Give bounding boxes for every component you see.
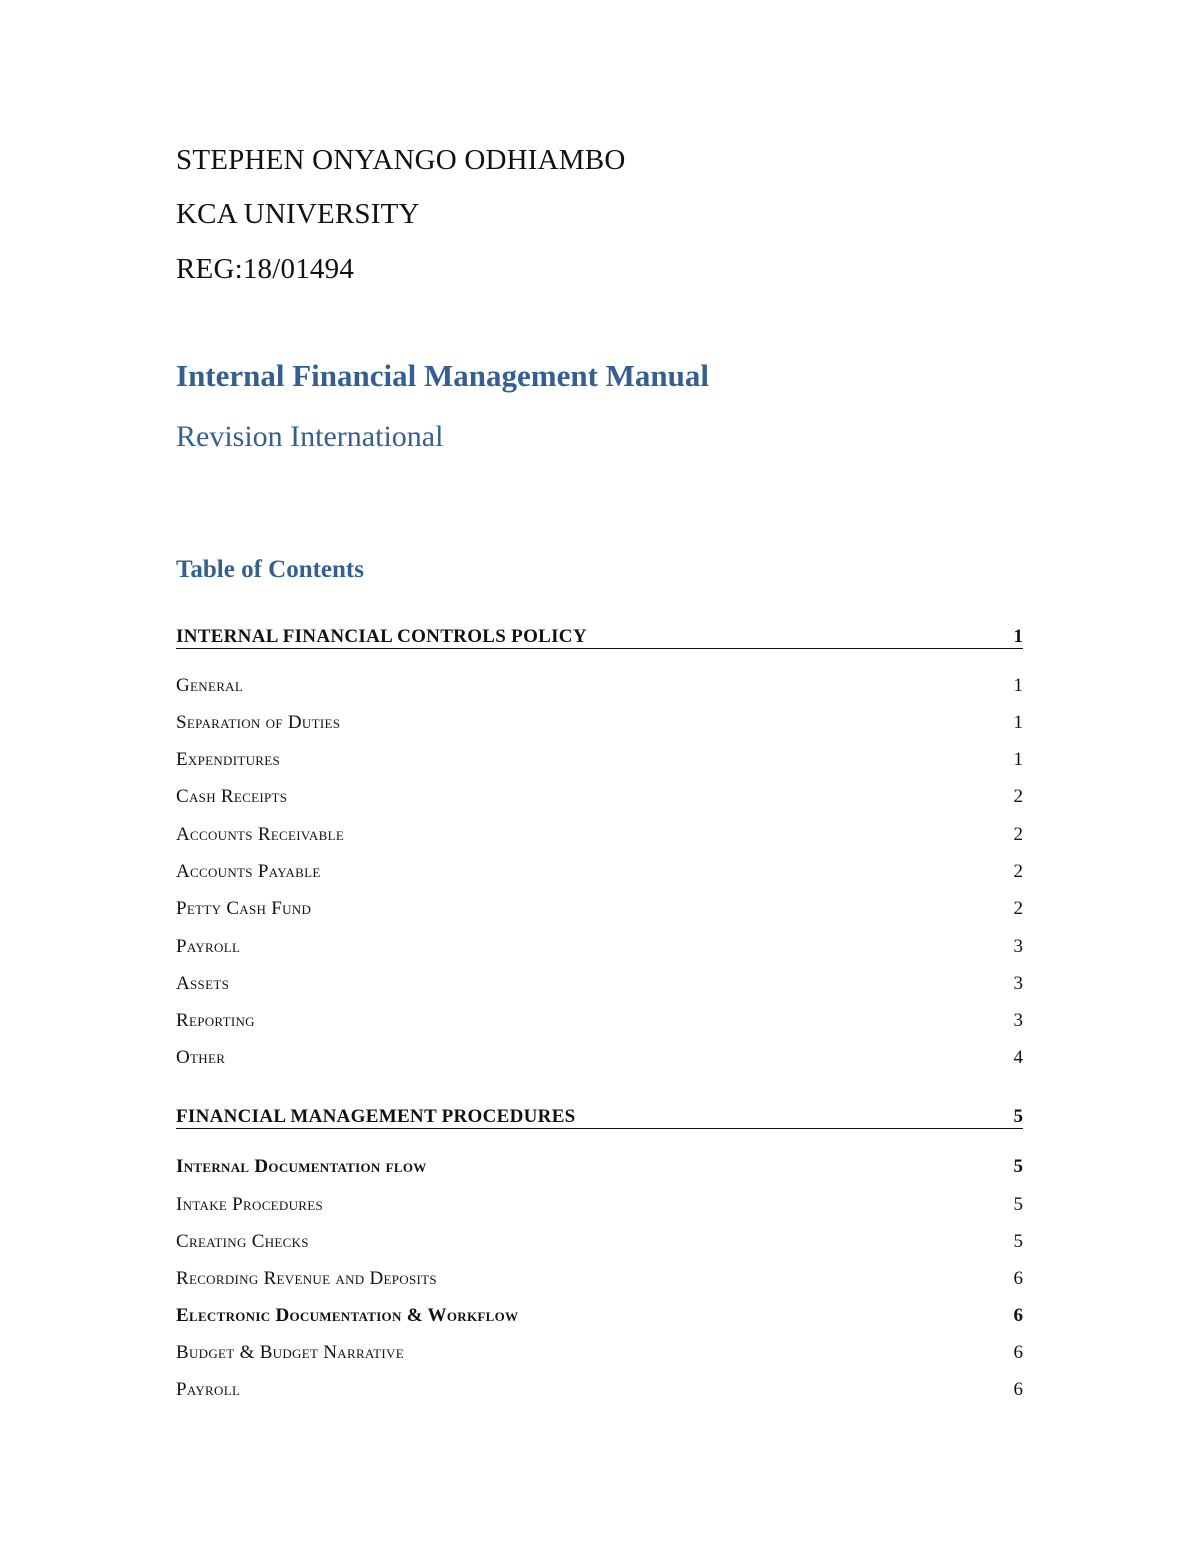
toc-item-page: 1 (1013, 749, 1023, 770)
toc-item-page: 5 (1013, 1156, 1023, 1177)
toc-item-page: 3 (1013, 936, 1023, 957)
toc-item-page: 6 (1013, 1305, 1023, 1326)
toc-item-label: Accounts Payable (176, 861, 321, 882)
toc-item-page: 6 (1013, 1268, 1023, 1289)
toc-item-label: Other (176, 1047, 226, 1068)
toc-item-creating-checks[interactable] (176, 1227, 1023, 1253)
toc-item-general[interactable] (176, 671, 1023, 697)
toc-heading: Table of Contents (176, 556, 364, 583)
toc-item-page: 2 (1013, 861, 1023, 882)
toc-item-label: General (176, 675, 244, 696)
toc-item-other[interactable] (176, 1043, 1023, 1069)
toc-item-label: Payroll (176, 936, 241, 957)
toc-section-label: FINANCIAL MANAGEMENT PROCEDURES (176, 1106, 576, 1127)
toc-item-page: 2 (1013, 898, 1023, 919)
university-name: KCA UNIVERSITY (176, 198, 420, 230)
toc-item-page: 4 (1013, 1047, 1023, 1068)
toc-item-recording-revenue-and-deposits[interactable] (176, 1264, 1023, 1290)
toc-item-page: 3 (1013, 973, 1023, 994)
toc-item-label: Separation of Duties (176, 712, 341, 733)
toc-item-label: Cash Receipts (176, 786, 288, 807)
toc-item-label: Internal Documentation flow (176, 1156, 427, 1177)
toc-item-petty-cash-fund[interactable] (176, 894, 1023, 920)
toc-item-page: 2 (1013, 786, 1023, 807)
toc-item-page: 2 (1013, 824, 1023, 845)
document-title: Internal Financial Management Manual (176, 358, 710, 393)
toc-item-page: 6 (1013, 1342, 1023, 1363)
toc-item-page: 5 (1013, 1231, 1023, 1252)
toc-item-accounts-payable[interactable] (176, 857, 1023, 883)
toc-item-assets[interactable] (176, 969, 1023, 995)
toc-item-page: 6 (1013, 1379, 1023, 1400)
toc-item-intake-procedures[interactable] (176, 1190, 1023, 1216)
toc-item-label: Petty Cash Fund (176, 898, 312, 919)
toc-item-cash-receipts[interactable] (176, 782, 1023, 808)
toc-item-label: Assets (176, 973, 230, 994)
toc-section-financial-management-procedures[interactable] (176, 1102, 1023, 1129)
toc-item-label: Creating Checks (176, 1231, 309, 1252)
toc-item-page: 3 (1013, 1010, 1023, 1031)
toc-item-expenditures[interactable] (176, 745, 1023, 771)
toc-item-label: Reporting (176, 1010, 255, 1031)
toc-item-page: 5 (1013, 1194, 1023, 1215)
toc-item-electronic-documentation-workflow[interactable] (176, 1301, 1023, 1327)
toc-item-label: Payroll (176, 1379, 241, 1400)
toc-item-page: 1 (1013, 675, 1023, 696)
toc-item-label: Accounts Receivable (176, 824, 345, 845)
toc-item-accounts-receivable[interactable] (176, 820, 1023, 846)
toc-item-payroll[interactable] (176, 932, 1023, 958)
toc-section-internal-financial-controls-policy[interactable] (176, 622, 1023, 649)
toc-item-label: Electronic Documentation & Workflow (176, 1305, 519, 1326)
toc-item-payroll-2[interactable] (176, 1375, 1023, 1401)
toc-section-page: 1 (1013, 626, 1023, 647)
toc-item-internal-documentation-flow[interactable] (176, 1152, 1023, 1178)
toc-item-label: Intake Procedures (176, 1194, 324, 1215)
document-subtitle: Revision International (176, 420, 444, 453)
registration-number: REG:18/01494 (176, 253, 355, 285)
toc-item-label: Budget & Budget Narrative (176, 1342, 404, 1363)
toc-item-label: Expenditures (176, 749, 281, 770)
author-name: STEPHEN ONYANGO ODHIAMBO (176, 144, 626, 176)
toc-item-budget-budget-narrative[interactable] (176, 1338, 1023, 1364)
toc-section-page: 5 (1013, 1106, 1023, 1127)
toc-section-label: INTERNAL FINANCIAL CONTROLS POLICY (176, 626, 587, 647)
toc-item-reporting[interactable] (176, 1006, 1023, 1032)
toc-item-page: 1 (1013, 712, 1023, 733)
toc-item-separation-of-duties[interactable] (176, 708, 1023, 734)
toc-item-label: Recording Revenue and Deposits (176, 1268, 437, 1289)
